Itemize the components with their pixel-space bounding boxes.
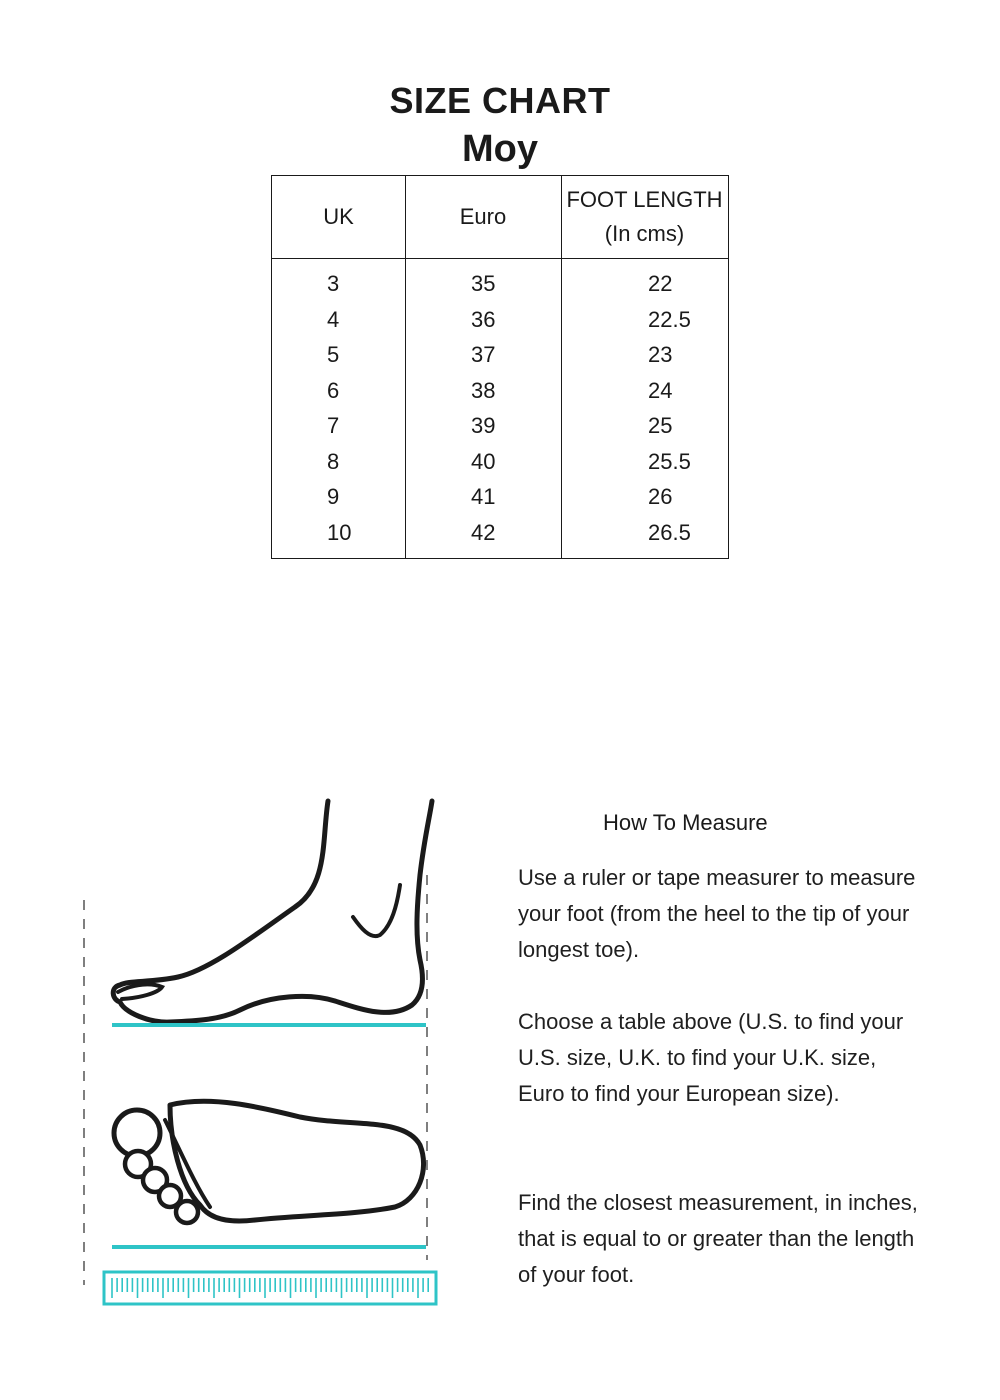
cell-euro: 42: [471, 519, 496, 545]
title-size-chart: SIZE CHART: [389, 80, 611, 121]
table-row: [272, 408, 728, 444]
header-euro: Euro: [459, 204, 507, 229]
cell-uk: 3: [327, 271, 340, 296]
header-uk: UK: [323, 204, 354, 229]
ankle-bone: [353, 885, 400, 936]
cell-uk: 4: [327, 306, 340, 332]
table-row: [272, 373, 728, 409]
cell-euro: 36: [471, 306, 496, 332]
cell-euro: 37: [471, 342, 496, 367]
header-foot-length-unit: (In cms): [604, 221, 685, 246]
cell-uk: 6: [327, 377, 340, 403]
cell-foot-length: 25: [648, 413, 673, 438]
cell-euro: 40: [471, 448, 496, 474]
table-row: [272, 337, 728, 373]
size-table: [271, 175, 729, 559]
measure-instruction-1: Use a ruler or tape measurer to measure your foot (from the heel to the tip of your longest toe).: [518, 865, 916, 962]
table-row: [272, 266, 728, 302]
cell-foot-length: 22.5: [648, 306, 691, 332]
cell-uk: 7: [327, 413, 340, 438]
measure-instruction-2: Choose a table above (U.S. to find your U.S. size, U.K. to find your U.K. size, Euro to find your European size).: [518, 1009, 904, 1106]
cell-uk: 9: [327, 484, 340, 509]
cell-euro: 41: [471, 484, 496, 509]
cell-foot-length: 24: [648, 377, 673, 403]
table-row: [272, 479, 728, 515]
header-foot-length-label: FOOT LENGTH: [566, 187, 723, 212]
cell-foot-length: 25.5: [648, 448, 691, 474]
foot-measurement-icon: [70, 795, 450, 1315]
cell-uk: 5: [327, 342, 340, 367]
cell-foot-length: 26: [648, 484, 673, 509]
foot-measurement-illustration: [70, 795, 450, 1315]
cell-euro: 38: [471, 377, 496, 403]
table-header-divider: [272, 258, 728, 259]
cell-foot-length: 22: [648, 271, 673, 296]
how-to-measure-heading: How To Measure: [603, 810, 768, 835]
cell-foot-length: 23: [648, 342, 673, 367]
cell-foot-length: 26.5: [648, 519, 691, 545]
header-foot-length: [561, 176, 728, 258]
toe-nail: [118, 984, 162, 999]
cell-uk: 10: [327, 519, 352, 545]
title-product-name: Moy: [462, 128, 538, 170]
table-row: [272, 515, 728, 551]
measure-instruction-3: Find the closest measurement, in inches, that is equal to or greater than the length of your foot.: [518, 1190, 918, 1287]
table-row: [272, 444, 728, 480]
cell-uk: 8: [327, 448, 340, 474]
cell-euro: 35: [471, 271, 496, 296]
cell-euro: 39: [471, 413, 496, 438]
table-row: [272, 302, 728, 338]
ruler-ticks: [112, 1278, 428, 1298]
toe-5: [176, 1201, 198, 1223]
